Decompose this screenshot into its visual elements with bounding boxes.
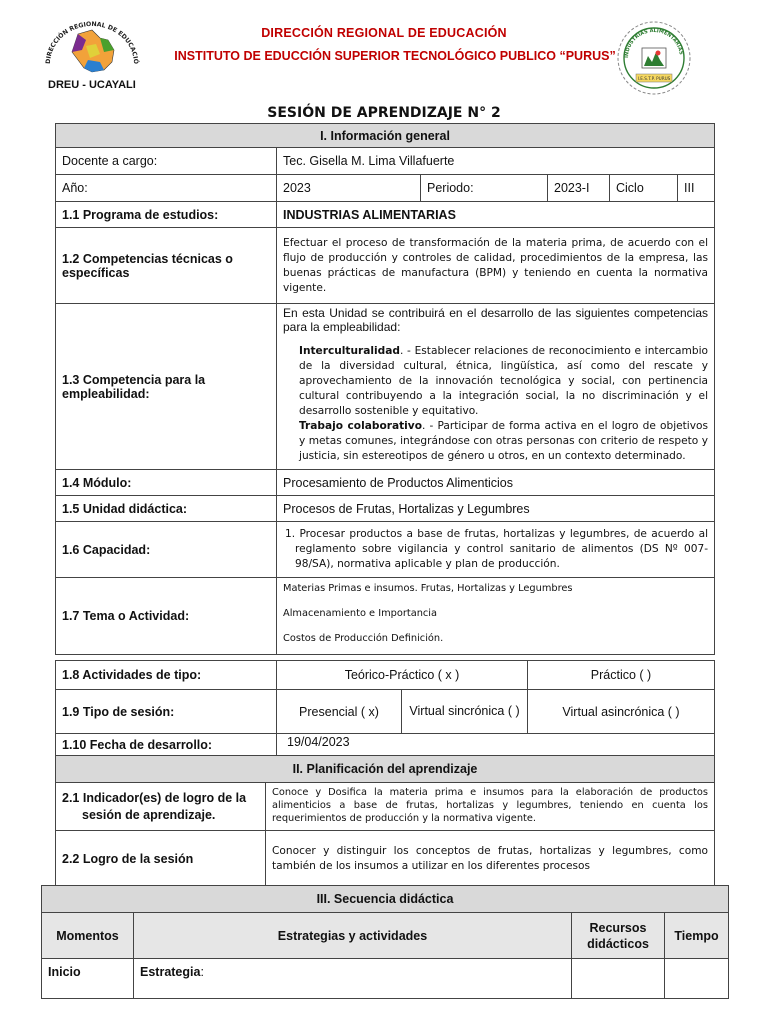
- estrategia-colon: :: [200, 965, 204, 979]
- right-logo-arc-text: INDUSTRIAS ALIMENTARIAS: [623, 27, 684, 59]
- tema-item-1: Materias Primas e insumos. Frutas, Hortalizas y Legumbres: [283, 583, 573, 594]
- indicador-label-text: 2.1 Indicador(es) de logro de la sesión de aprendizaje.: [62, 790, 247, 822]
- docente-value: Tec. Gisella M. Lima Villafuerte: [277, 148, 715, 175]
- actividades-option-practico: Práctico ( ): [528, 661, 715, 690]
- capacidad-label: 1.6 Capacidad:: [56, 522, 277, 578]
- interculturalidad-paragraph: [283, 344, 708, 419]
- modulo-value: Procesamiento de Productos Alimenticios: [277, 470, 715, 496]
- logro-label: 2.2 Logro de la sesión: [56, 831, 266, 887]
- session-type-table: [55, 660, 715, 757]
- section-1-title: I. Información general: [56, 124, 715, 148]
- capacidad-value: 1. Procesar productos a base de frutas, hortalizas y legumbres, de acuerdo al reglamento sobre vigilancia y control sanitario de alimentos (DS Nº 007-98/SA), normativa aplicable y plan de producción.: [277, 522, 715, 578]
- left-logo-arc-text: DIRECCIÓN REGIONAL DE EDUCACIÓ: [44, 20, 140, 65]
- indicador-label: [56, 783, 266, 831]
- map-logo-icon: [42, 18, 142, 92]
- ciclo-value: III: [678, 175, 715, 202]
- col-recursos: Recursos didácticos: [572, 913, 665, 959]
- tipo-option-sincronica: Virtual sincrónica ( ): [402, 690, 528, 734]
- row-inicio-tiempo: [665, 959, 729, 999]
- interculturalidad-title: Interculturalidad: [299, 345, 400, 357]
- tema-item-3: Costos de Producción Definición.: [283, 633, 444, 644]
- section-3-title: III. Secuencia didáctica: [42, 886, 729, 913]
- logro-value: Conocer y distinguir los conceptos de frutas, hortalizas y legumbres, como también de los insumos a utilizar en los diferentes procesos: [266, 831, 715, 887]
- ciclo-label: Ciclo: [610, 175, 678, 202]
- seal-icon: [614, 20, 694, 98]
- programa-value: INDUSTRIAS ALIMENTARIAS: [277, 202, 715, 228]
- actividades-label: 1.8 Actividades de tipo:: [56, 661, 277, 690]
- fecha-value: 19/04/2023: [277, 734, 715, 757]
- general-info-table: [55, 123, 715, 655]
- programa-label: 1.1 Programa de estudios:: [56, 202, 277, 228]
- tema-item-2: Almacenamiento e Importancia: [283, 608, 438, 619]
- unidad-value: Procesos de Frutas, Hortalizas y Legumbres: [277, 496, 715, 522]
- tipo-option-presencial: Presencial ( x): [277, 690, 402, 734]
- indicador-value-cell: [266, 783, 715, 831]
- left-logo-caption: DREU - UCAYALI: [48, 79, 136, 91]
- col-momentos: Momentos: [42, 913, 134, 959]
- estrategia-label: Estrategia: [140, 965, 201, 979]
- tema-cell: [277, 578, 715, 655]
- tema-label: 1.7 Tema o Actividad:: [56, 578, 277, 655]
- iestp-purus-seal: [614, 20, 694, 98]
- modulo-label: 1.4 Módulo:: [56, 470, 277, 496]
- header-line-1: DIRECCIÓN REGIONAL DE EDUCACIÓN: [261, 26, 507, 40]
- docente-label: Docente a cargo:: [56, 148, 277, 175]
- header-line-2: INSTITUTO DE EDUCCIÓN SUPERIOR TECNOLÓGICO PUBLICO “PURUS”: [174, 49, 616, 63]
- planning-table: [55, 755, 715, 887]
- competencias-label: 1.2 Competencias técnicas o específicas: [56, 228, 277, 304]
- row-inicio-momento: Inicio: [42, 959, 134, 999]
- dreu-ucayali-logo: [42, 18, 142, 92]
- interculturalidad-text: . - Establecer relaciones de reconocimiento e intercambio de la diversidad cultural, étnica, lingüística, así como del rescate y aprovechamiento de la innovación tecnológica y social, con pertinencia cultural contribuyendo a la integración social, la no discriminación y el desarrollo sostenible y equitativo.: [299, 345, 709, 417]
- trabajo-text: . - Participar de forma activa en el logro de objetivos y metas comunes, integrándose con otras personas con criterio de respeto y justicia, sin estereotipos de género u otros, en un contexto determinado.: [299, 420, 709, 462]
- unidad-label: 1.5 Unidad didáctica:: [56, 496, 277, 522]
- anio-value: 2023: [277, 175, 421, 202]
- actividades-option-teorico: Teórico-Práctico ( x ): [277, 661, 528, 690]
- section-2-title: II. Planificación del aprendizaje: [56, 756, 715, 783]
- empleabilidad-intro: En esta Unidad se contribuirá en el desarrollo de las siguientes competencias para la empleabilidad:: [283, 306, 709, 334]
- sequence-table: [41, 885, 729, 999]
- competencias-value: Efectuar el proceso de transformación de la materia prima, de acuerdo con el flujo de producción y controles de calidad, procedimientos de la empresa, las buenas prácticas de manufactura (BPM) y teniendo en cuenta la normativa vigente.: [277, 228, 715, 304]
- empleabilidad-cell: [277, 304, 715, 470]
- col-tiempo: Tiempo: [665, 913, 729, 959]
- periodo-label: Periodo:: [421, 175, 548, 202]
- row-inicio-estrategia: [134, 959, 572, 999]
- empleabilidad-label: 1.3 Competencia para la empleabilidad:: [56, 304, 277, 470]
- fecha-label: 1.10 Fecha de desarrollo:: [56, 734, 277, 757]
- trabajo-title: Trabajo colaborativo: [299, 420, 422, 432]
- page-title: SESIÓN DE APRENDIZAJE N° 2: [267, 105, 501, 121]
- tipo-label: 1.9 Tipo de sesión:: [56, 690, 277, 734]
- tipo-option-asincronica: Virtual asincrónica ( ): [528, 690, 715, 734]
- trabajo-paragraph: [283, 419, 708, 464]
- periodo-value: 2023-I: [548, 175, 610, 202]
- row-inicio-recursos: [572, 959, 665, 999]
- right-logo-band-text: I.E.S.T.P. PURUS: [637, 76, 671, 81]
- anio-label: Año:: [56, 175, 277, 202]
- indicador-value: Conoce y Dosifica la materia prima e insumos para la elaboración de productos alimenticios a base de frutas, hortalizas y legumbres, teniendo en cuenta los requerimientos de producción y la normativa vigente.: [272, 787, 708, 824]
- col-estrategias: Estrategias y actividades: [134, 913, 572, 959]
